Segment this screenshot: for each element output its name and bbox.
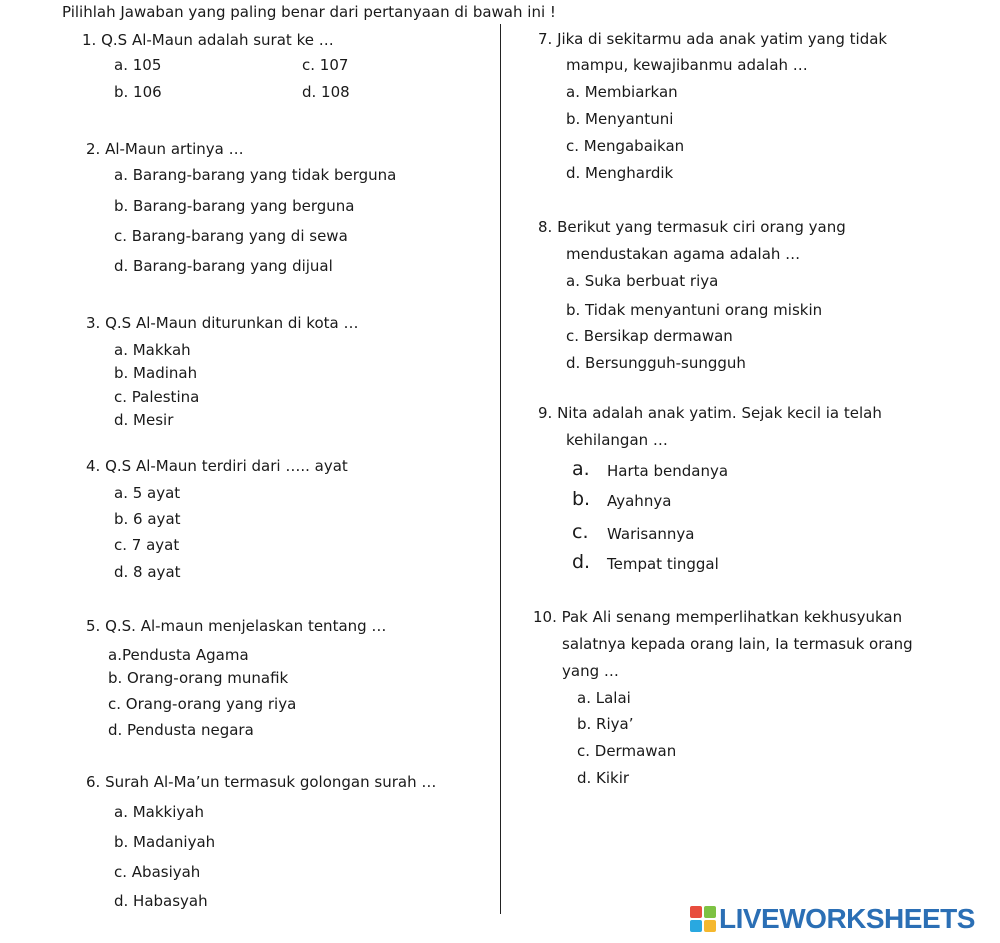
logo-square-4 [704,920,716,932]
logo-grid-icon [690,906,716,932]
option-9a-letter: a. [572,458,590,480]
liveworksheets-logo [690,904,975,934]
option-1b: b. 106 [114,83,162,101]
option-2c: c. Barang-barang yang di sewa [114,227,348,245]
option-9d: Tempat tinggal [607,555,719,573]
option-6c: c. Abasiyah [114,863,201,881]
question-9-line-2: kehilangan … [566,431,668,449]
option-7d: d. Menghardik [566,164,674,182]
question-7-line-1: 7. Jika di sekitarmu ada anak yatim yang tidak [538,30,888,48]
question-5: 5. Q.S. Al-maun menjelaskan tentang … [86,617,387,635]
option-5a: a.Pendusta Agama [108,646,249,664]
question-6: 6. Surah Al-Ma’un termasuk golongan surah … [86,773,437,791]
option-3a: a. Makkah [114,341,191,359]
question-9-line-1: 9. Nita adalah anak yatim. Sejak kecil ia telah [538,404,882,422]
option-5b: b. Orang-orang munafik [108,669,289,687]
option-9b-letter: b. [572,488,591,510]
option-3b: b. Madinah [114,364,198,382]
question-10-line-3: yang … [562,662,619,680]
option-10d: d. Kikir [577,769,630,787]
logo-square-2 [704,906,716,918]
option-2d: d. Barang-barang yang dijual [114,257,333,275]
option-1a: a. 105 [114,56,162,74]
option-3d: d. Mesir [114,411,174,429]
option-6d: d. Habasyah [114,892,208,910]
option-7a: a. Membiarkan [566,83,678,101]
option-8d: d. Bersungguh-sungguh [566,354,746,372]
option-2a: a. Barang-barang yang tidak berguna [114,166,397,184]
option-9c-letter: c. [572,521,589,543]
option-10c: c. Dermawan [577,742,677,760]
option-8b: b. Tidak menyantuni orang miskin [566,301,823,319]
option-4c: c. 7 ayat [114,536,180,554]
instruction: Pilihlah Jawaban yang paling benar dari pertanyaan di bawah ini ! [62,3,556,21]
option-6a: a. Makkiyah [114,803,204,821]
column-divider [500,24,501,914]
option-5d: d. Pendusta negara [108,721,254,739]
option-7c: c. Mengabaikan [566,137,685,155]
question-10-line-1: 10. Pak Ali senang memperlihatkan kekhusyukan [533,608,903,626]
option-1d: d. 108 [302,83,350,101]
question-3: 3. Q.S Al-Maun diturunkan di kota … [86,314,359,332]
option-9d-letter: d. [572,551,591,573]
option-4a: a. 5 ayat [114,484,181,502]
logo-square-3 [690,920,702,932]
logo-square-1 [690,906,702,918]
option-9b: Ayahnya [607,492,672,510]
option-3c: c. Palestina [114,388,200,406]
option-7b: b. Menyantuni [566,110,674,128]
logo-text: LIVEWORKSHEETS [719,903,975,934]
question-8-line-2: mendustakan agama adalah … [566,245,801,263]
option-5c: c. Orang-orang yang riya [108,695,297,713]
question-4: 4. Q.S Al-Maun terdiri dari ….. ayat [86,457,348,475]
question-10-line-2: salatnya kepada orang lain, Ia termasuk orang [562,635,913,653]
option-8a: a. Suka berbuat riya [566,272,719,290]
option-6b: b. Madaniyah [114,833,216,851]
option-9c: Warisannya [607,525,695,543]
option-9a: Harta bendanya [607,462,729,480]
question-2: 2. Al-Maun artinya … [86,140,244,158]
question-7-line-2: mampu, kewajibanmu adalah … [566,56,808,74]
question-8-line-1: 8. Berikut yang termasuk ciri orang yang [538,218,846,236]
question-1: 1. Q.S Al-Maun adalah surat ke … [82,31,334,49]
option-10a: a. Lalai [577,689,631,707]
option-4b: b. 6 ayat [114,510,181,528]
option-8c: c. Bersikap dermawan [566,327,733,345]
option-10b: b. Riya’ [577,715,634,733]
option-2b: b. Barang-barang yang berguna [114,197,355,215]
option-1c: c. 107 [302,56,349,74]
option-4d: d. 8 ayat [114,563,181,581]
